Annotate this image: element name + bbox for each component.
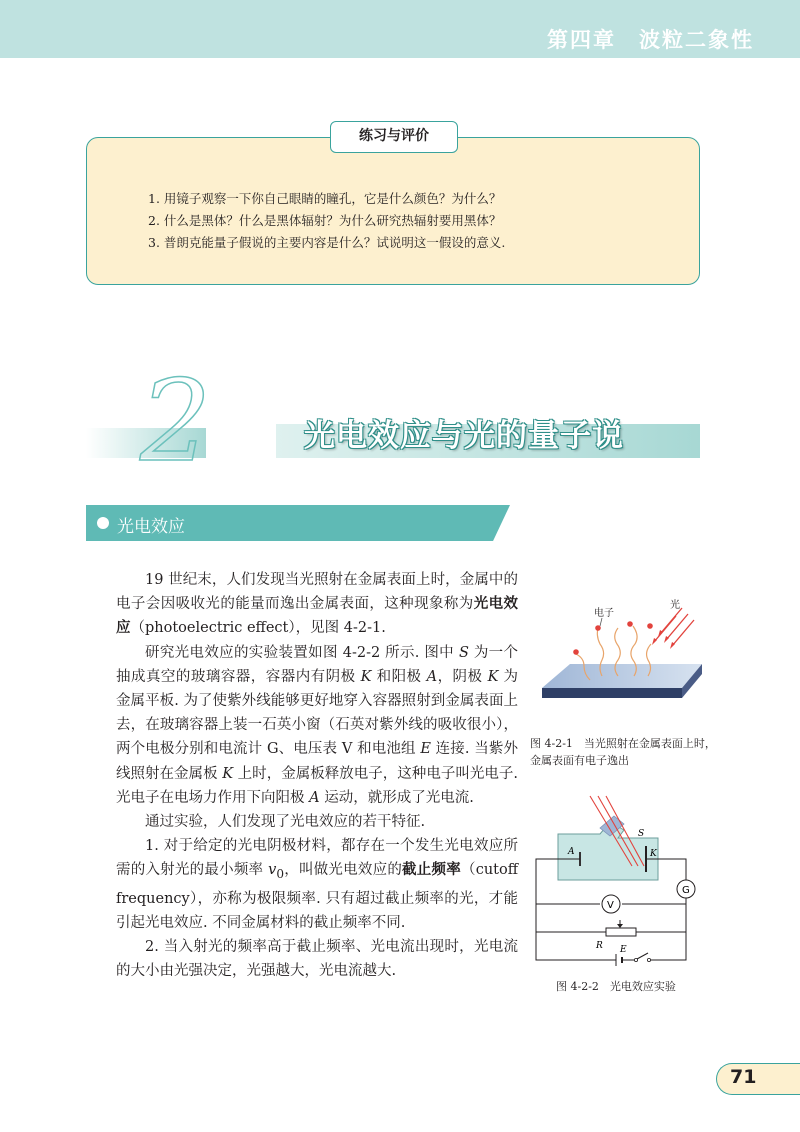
light-rays bbox=[654, 608, 694, 646]
term-photoelectric-effect: 光电效应 bbox=[116, 596, 519, 637]
paragraph-2: 研究光电效应的实验装置如图 4-2-2 所示. 图中 S 为一个抽成真空的玻璃容器，容器内有阴极 K 和阳极 A，阴极 K 为金属平板. 为了使紫外线能够更好地穿入容器照射到金属表面上去，在玻璃容器上装一石英小窗（石英对紫外线的吸收很小），两个电极分别和电流计 G、电压表 V 和电池组 E 连接. 当紫外线照射在金属板 K 上时，金属板释放电子，这种电子叫光电子. 光电子在电场力作用下向阳极 A 运动，就形成了光电流. bbox=[116, 644, 519, 806]
exercise-item-2: 2. 什么是黑体？什么是黑体辐射？为什么研究热辐射要用黑体？ bbox=[148, 213, 502, 228]
subsection-title: 光电效应 bbox=[117, 517, 185, 537]
section-number: 2 bbox=[140, 357, 212, 487]
label-V: V bbox=[607, 900, 614, 911]
body-text bbox=[116, 568, 533, 983]
label-G: G bbox=[682, 885, 690, 896]
section-title: 光电效应与光的量子说 bbox=[304, 418, 624, 454]
bullet-dot-icon bbox=[97, 517, 109, 529]
switch-contact-right bbox=[647, 958, 650, 961]
label-S: S bbox=[638, 829, 645, 839]
label-A: A bbox=[568, 847, 575, 857]
label-electron: 电子 bbox=[594, 608, 614, 619]
exercise-item-3: 3. 普朗克能量子假说的主要内容是什么？试说明这一假设的意义. bbox=[148, 235, 506, 250]
term-cutoff-frequency: 截止频率 bbox=[402, 862, 461, 879]
exercise-list bbox=[148, 188, 688, 254]
metal-plate-front bbox=[542, 688, 682, 698]
label-R: R bbox=[596, 941, 603, 951]
paragraph-1: 19 世纪末，人们发现当光照射在金属表面上时，金属中的电子会因吸收光的能量而逸出金属表面，这种现象称为光电效应（photoelectric effect），见图 4-2-1. bbox=[116, 572, 519, 637]
rheostat bbox=[606, 928, 636, 936]
figure-photoelectric-apparatus bbox=[528, 792, 712, 970]
label-E: E bbox=[620, 945, 627, 955]
page-number-tab bbox=[716, 1063, 800, 1095]
paragraph-5: 2. 当入射光的频率高于截止频率、光电流出现时，光电流的大小由光强决定，光强越大，光电流越大. bbox=[116, 938, 518, 980]
electron-markers bbox=[573, 621, 653, 655]
electron-pointer bbox=[600, 618, 602, 626]
metal-plate-top bbox=[542, 664, 702, 688]
paragraph-3: 通过实验，人们发现了光电效应的若干特征. bbox=[145, 814, 426, 831]
label-light: 光 bbox=[670, 600, 680, 611]
figure-photoelectric-surface bbox=[532, 596, 708, 716]
page-number: 71 bbox=[730, 1066, 757, 1088]
figure-1-caption: 图 4-2-1 当光照射在金属表面上时，金属表面有电子逸出 bbox=[530, 737, 716, 767]
chapter-title: 第四章 波粒二象性 bbox=[547, 28, 754, 52]
exercise-title: 练习与评价 bbox=[330, 121, 458, 153]
exercise-item-1: 1. 用镜子观察一下你自己眼睛的瞳孔，它是什么颜色？为什么？ bbox=[148, 191, 502, 206]
paragraph-4: 1. 对于给定的光电阴极材料，都存在一个发生光电效应所需的入射光的最小频率 $v_0$，叫做光电效应的截止频率（cutoff frequency），亦称为极限频率. 只有超过截止频率的光，才能引起光电效应. 不同金属材料的截止频率不同. bbox=[116, 838, 533, 931]
label-K: K bbox=[650, 849, 657, 859]
switch-blade bbox=[637, 953, 648, 959]
figure-2-caption: 图 4-2-2 光电效应实验 bbox=[556, 980, 676, 993]
